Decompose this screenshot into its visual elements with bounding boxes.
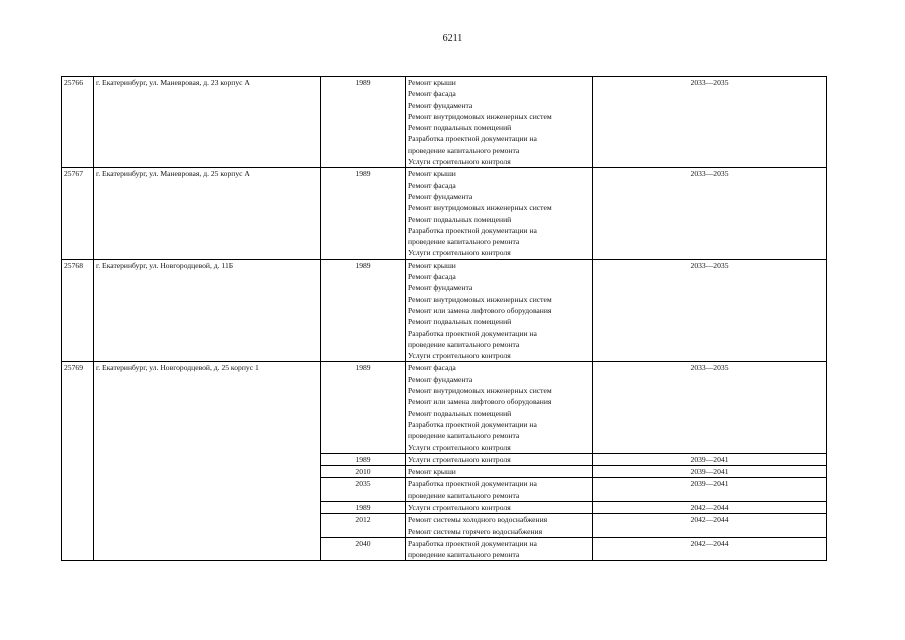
commissioning-year: 2040: [321, 537, 406, 561]
repair-work-item: Разработка проектной документации на: [408, 419, 537, 429]
repair-work-item: проведение капитального ремонта: [408, 550, 520, 560]
planned-period: 2042—2044: [593, 537, 827, 561]
repair-work-item: Разработка проектной документации на: [408, 538, 537, 548]
planned-period: 2033—2035: [593, 168, 827, 259]
repair-work-item: Ремонт или замена лифтового оборудования: [408, 305, 552, 315]
repair-work-item: Ремонт системы холодного водоснабжения: [408, 515, 548, 525]
commissioning-year: 2012: [321, 514, 406, 538]
repair-work-item: Разработка проектной документации на: [408, 479, 537, 489]
repair-work-item: Ремонт фундамента: [408, 283, 473, 293]
commissioning-year: 1989: [321, 259, 406, 362]
repair-work-item: проведение капитального ремонта: [408, 490, 520, 500]
repair-works: [406, 537, 593, 561]
commissioning-year: 2010: [321, 466, 406, 478]
repair-work-item: проведение капитального ремонта: [408, 237, 520, 247]
repair-work-item: Ремонт фасада: [408, 180, 456, 190]
planned-period: 2039—2041: [593, 478, 827, 502]
record-id: 25768: [62, 259, 94, 362]
repair-work-item: Ремонт внутридомовых инженерных систем: [408, 203, 552, 213]
repair-work-item: Услуги строительного контроля: [408, 248, 511, 258]
commissioning-year: 1989: [321, 501, 406, 513]
repair-work-item: Разработка проектной документации на: [408, 225, 537, 235]
repair-works: [406, 77, 593, 168]
repair-work-item: Ремонт крыши: [408, 260, 456, 270]
repair-work-item: Ремонт фундамента: [408, 374, 473, 384]
repair-works: [406, 501, 593, 513]
repair-work-item: Ремонт фундамента: [408, 100, 473, 110]
repair-works: [406, 453, 593, 465]
record-id: 25766: [62, 77, 94, 168]
planned-period: 2042—2044: [593, 514, 827, 538]
page-number: 6211: [442, 33, 463, 44]
planned-period: 2039—2041: [593, 466, 827, 478]
repair-works: [406, 466, 593, 478]
repair-work-item: Ремонт фасада: [408, 272, 456, 282]
repair-works: [406, 259, 593, 362]
repair-work-item: Ремонт подвальных помещений: [408, 123, 512, 133]
repair-work-item: проведение капитального ремонта: [408, 145, 520, 155]
repair-work-item: Разработка проектной документации на: [408, 328, 537, 338]
repair-works: [406, 478, 593, 502]
repair-work-item: проведение капитального ремонта: [408, 339, 520, 349]
planned-period: 2033—2035: [593, 77, 827, 168]
repair-work-item: Ремонт внутридомовых инженерных систем: [408, 386, 552, 396]
repair-work-item: Услуги строительного контроля: [408, 442, 511, 452]
repair-work-item: Ремонт крыши: [408, 467, 456, 477]
record-id: 25769: [62, 362, 94, 561]
commissioning-year: 1989: [321, 168, 406, 259]
repair-work-item: проведение капитального ремонта: [408, 431, 520, 441]
record-id: 25767: [62, 168, 94, 259]
repair-work-item: Ремонт внутридомовых инженерных систем: [408, 294, 552, 304]
repair-works: [406, 168, 593, 259]
record-address: г. Екатеринбург, ул. Новгородцевой, д. 25 корпус 1: [94, 362, 321, 561]
commissioning-year: 1989: [321, 362, 406, 453]
repair-work-item: Ремонт подвальных помещений: [408, 214, 512, 224]
planned-period: 2039—2041: [593, 453, 827, 465]
planned-period: 2033—2035: [593, 259, 827, 362]
repair-work-item: Разработка проектной документации на: [408, 134, 537, 144]
repair-work-item: Ремонт внутридомовых инженерных систем: [408, 111, 552, 121]
commissioning-year: 1989: [321, 77, 406, 168]
record-address: г. Екатеринбург, ул. Новгородцевой, д. 11Б: [94, 259, 321, 362]
planned-period: 2033—2035: [593, 362, 827, 453]
repair-work-item: Ремонт крыши: [408, 78, 456, 87]
repair-work-item: Ремонт фасада: [408, 363, 456, 373]
repair-work-item: Услуги строительного контроля: [408, 157, 511, 167]
capital-repair-table: [61, 76, 827, 561]
planned-period: 2042—2044: [593, 501, 827, 513]
table-row: [62, 168, 827, 259]
commissioning-year: 1989: [321, 453, 406, 465]
repair-work-item: Ремонт крыши: [408, 169, 456, 179]
table-row: [62, 77, 827, 168]
repair-work-item: Услуги строительного контроля: [408, 502, 511, 512]
record-address: г. Екатеринбург, ул. Маневровая, д. 23 корпус А: [94, 77, 321, 168]
record-address: г. Екатеринбург, ул. Маневровая, д. 25 корпус А: [94, 168, 321, 259]
table-row: [62, 259, 827, 362]
repair-works: [406, 362, 593, 453]
repair-works: [406, 514, 593, 538]
repair-work-item: Услуги строительного контроля: [408, 454, 511, 464]
repair-work-item: Услуги строительного контроля: [408, 351, 511, 361]
repair-work-item: Ремонт подвальных помещений: [408, 408, 512, 418]
repair-work-item: Ремонт или замена лифтового оборудования: [408, 397, 552, 407]
repair-work-item: Ремонт фасада: [408, 89, 456, 99]
repair-work-item: Ремонт системы горячего водоснабжения: [408, 526, 543, 536]
repair-work-item: Ремонт фундамента: [408, 191, 473, 201]
repair-work-item: Ремонт подвальных помещений: [408, 317, 512, 327]
table-body: [62, 77, 827, 561]
table-row: [62, 362, 827, 453]
commissioning-year: 2035: [321, 478, 406, 502]
